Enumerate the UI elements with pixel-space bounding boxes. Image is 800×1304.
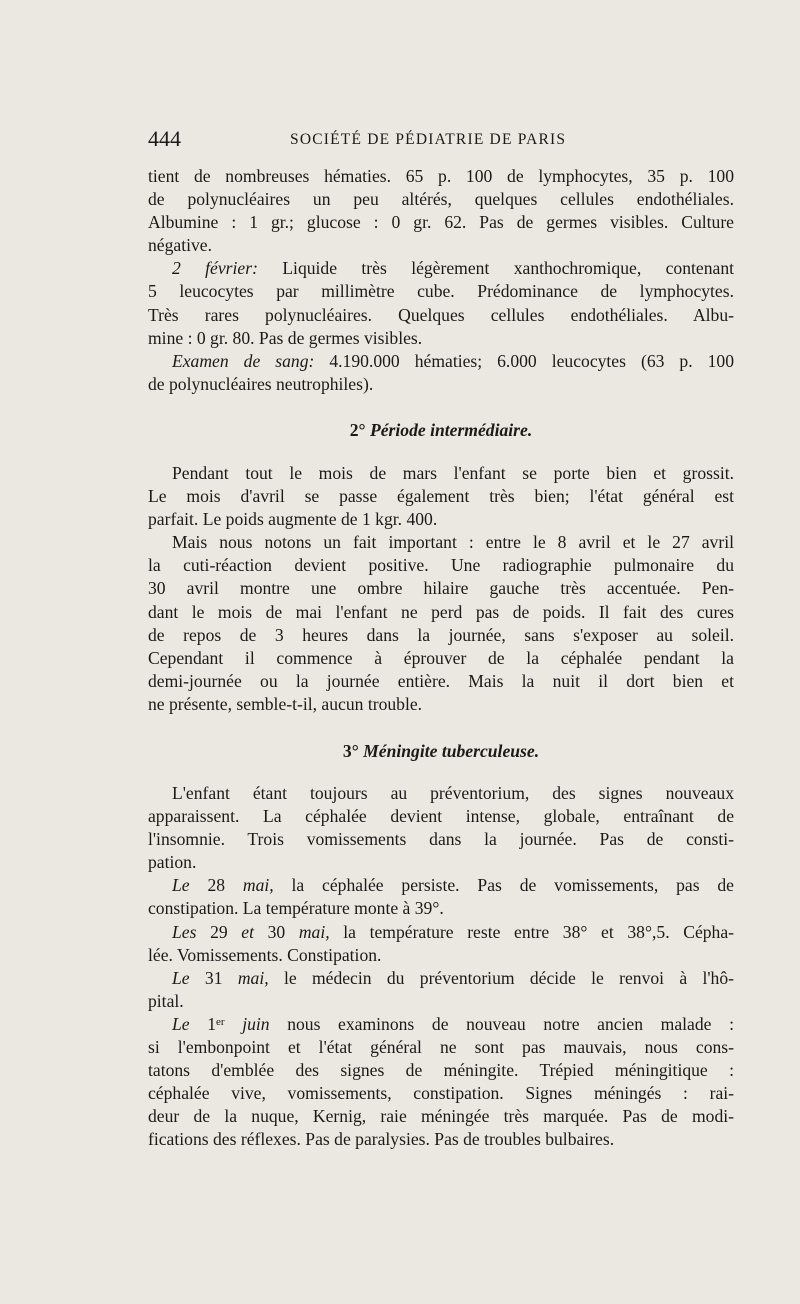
text-line: de polynucléaires un peu altérés, quelques cellules endothéliales. — [148, 189, 734, 210]
text-line: parfait. Le poids augmente de 1 kgr. 400. — [148, 509, 438, 530]
text-span: la température reste entre 38° et 38°,5. Cépha- — [329, 921, 735, 942]
date-month: mai, — [298, 921, 330, 942]
date-prefix: Les — [172, 921, 197, 942]
text-line — [148, 350, 734, 373]
section2-paragraph-1 — [148, 462, 734, 531]
date-month: mai, — [242, 875, 274, 896]
text-span: nous examinons de nouveau notre ancien malade : — [269, 1013, 734, 1034]
text-line — [148, 921, 734, 944]
text-line: L'enfant étant toujours au préventorium, des signes nouveaux — [172, 782, 734, 803]
text-line: Mais nous notons un fait important : entre le 8 avril et le 27 avril — [172, 532, 734, 553]
intro-paragraph — [148, 165, 734, 257]
text-span: la céphalée persiste. Pas de vomissements, pas de — [273, 875, 734, 896]
text-line: lée. Vomissements. Constipation. — [148, 944, 382, 965]
fevrier-paragraph — [148, 257, 734, 349]
text-line: mine : 0 gr. 80. Pas de germes visibles. — [148, 327, 423, 348]
date-label: 2 février: — [172, 258, 258, 279]
text-line: apparaissent. La céphalée devient intense, globale, entraînant de — [148, 806, 734, 827]
examen-label: Examen de sang: — [172, 350, 315, 371]
text-line — [148, 874, 734, 897]
text-line: Albumine : 1 gr.; glucose : 0 gr. 62. Pas de germes visibles. Culture — [148, 212, 734, 233]
text-line: Pendant tout le mois de mars l'enfant se porte bien et grossit. — [172, 462, 734, 483]
text-line: de polynucléaires neutrophiles). — [148, 373, 374, 394]
date-prefix: Le — [172, 1013, 190, 1034]
section2-paragraph-2 — [148, 531, 734, 716]
page-header — [148, 126, 733, 154]
section3-intro-paragraph — [148, 782, 734, 874]
date-prefix: Le — [172, 967, 190, 988]
date-number: 29 — [196, 921, 242, 942]
text-line: demi-journée ou la journée entière. Mais la nuit il dort bien et — [148, 670, 734, 691]
section-number: 3° — [342, 740, 359, 761]
running-title: SOCIÉTÉ DE PÉDIATRIE DE PARIS — [290, 131, 567, 148]
text-line — [148, 1013, 734, 1036]
mai-29-30-paragraph — [148, 921, 734, 967]
date-conjunction: et — [241, 921, 254, 942]
text-line: fications des réflexes. Pas de paralysies. Pas de troubles bulbaires. — [148, 1129, 615, 1150]
text-line: tatons d'emblée des signes de méningite. Trépied méningitique : — [148, 1060, 734, 1081]
ordinal-suffix: er — [216, 1015, 225, 1028]
text-line: 5 leucocytes par millimètre cube. Prédominance de lymphocytes. — [148, 281, 734, 302]
date-month: juin — [224, 1013, 270, 1034]
text-span: le médecin du préventorium décide le renvoi à l'hô- — [268, 967, 735, 988]
text-line: de repos de 3 heures dans la journée, sans s'exposer au soleil. — [148, 624, 734, 645]
text-line: si l'embonpoint et l'état général ne sont pas mauvais, nous cons- — [148, 1037, 734, 1057]
text-line: tient de nombreuses hématies. 65 p. 100 de lymphocytes, 35 p. 100 — [148, 166, 734, 186]
text-line: Le mois d'avril se passe également très bien; l'état général est — [148, 486, 734, 507]
text-line: constipation. La température monte à 39°. — [148, 898, 444, 919]
section-heading-periode — [148, 419, 734, 442]
body-text — [148, 165, 734, 1151]
date-number: 30 — [254, 921, 299, 942]
section-number: 2° — [349, 419, 366, 440]
text-line — [148, 967, 734, 990]
text-line: Cependant il commence à éprouver de la céphalée pendant la — [148, 647, 734, 668]
text-line: pital. — [148, 990, 184, 1011]
text-line: la cuti-réaction devient positive. Une radiographie pulmonaire du — [148, 555, 734, 576]
mai-28-paragraph — [148, 874, 734, 920]
text-span: 4.190.000 hématies; 6.000 leucocytes (63 p. 100 — [314, 350, 734, 371]
text-line: 30 avril montre une ombre hilaire gauche très accentuée. Pen- — [148, 578, 734, 599]
juin-1-paragraph — [148, 1013, 734, 1152]
date-prefix: Le — [172, 875, 190, 896]
page-number: 444 — [148, 126, 181, 151]
mai-31-paragraph — [148, 967, 734, 1013]
examen-sang-paragraph — [148, 350, 734, 396]
date-number: 31 — [189, 967, 238, 988]
text-line: céphalée vive, vomissements, constipation. Signes méningés : rai- — [148, 1083, 734, 1104]
text-line: négative. — [148, 235, 212, 256]
date-number: 1 — [189, 1013, 217, 1034]
date-number: 28 — [189, 875, 243, 896]
text-line: deur de la nuque, Kernig, raie méningée très marquée. Pas de modi- — [148, 1106, 734, 1127]
section-title: Période intermédiaire. — [370, 419, 533, 440]
text-line: Très rares polynucléaires. Quelques cellules endothéliales. Albu- — [148, 304, 734, 325]
text-line: pation. — [148, 852, 197, 873]
text-line: l'insomnie. Trois vomissements dans la journée. Pas de consti- — [148, 829, 734, 850]
text-line: dant le mois de mai l'enfant ne perd pas de poids. Il fait des cures — [148, 601, 734, 622]
text-line: ne présente, semble-t-il, aucun trouble. — [148, 693, 423, 714]
text-line — [148, 257, 734, 280]
date-month: mai, — [237, 967, 269, 988]
section-heading-meningite — [148, 740, 734, 763]
text-span: Liquide très légèrement xanthochromique, contenant — [257, 258, 734, 279]
section-title: Méningite tuberculeuse. — [363, 740, 540, 761]
